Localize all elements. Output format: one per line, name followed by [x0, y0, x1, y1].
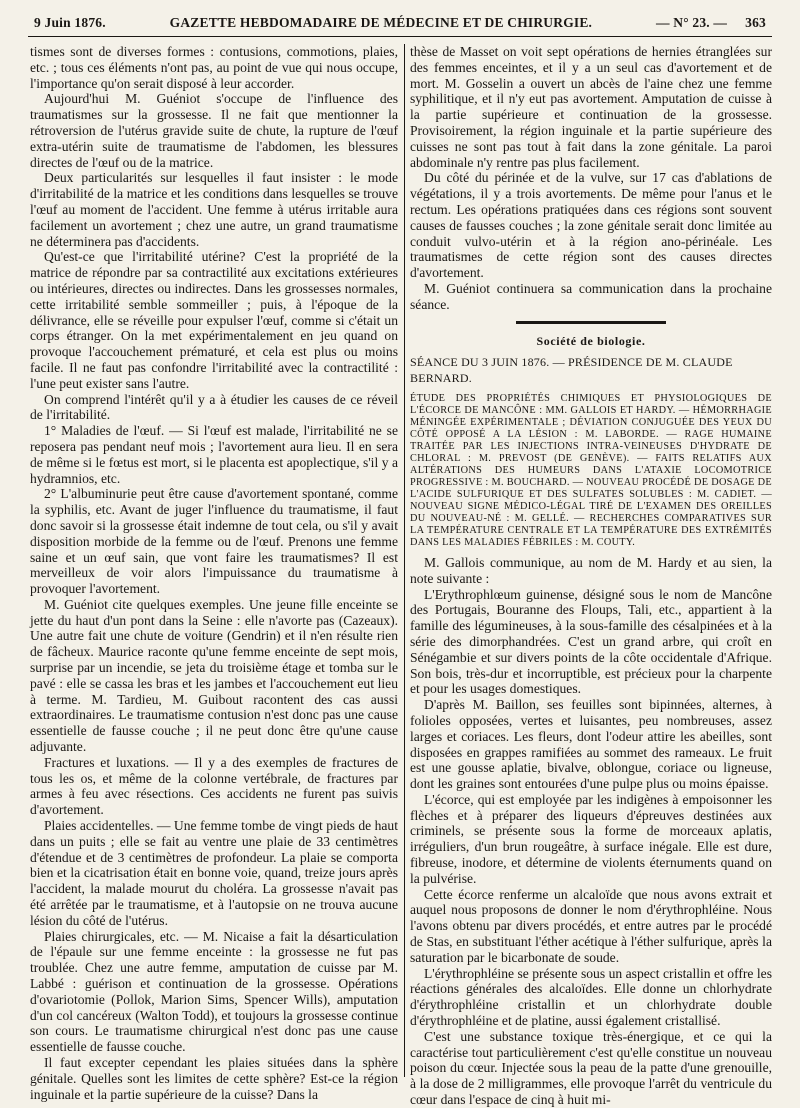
header-rule [28, 36, 772, 37]
right-paragraph-5: L'Erythrophlœum guinense, désigné sous le nom de Mancône des Portugais, Bouranne des Floups, Tali, etc., appartient à la famille des légumineuses, à la sous-famille des césalpinées et à la série des dimorphandrées. C'est un grand arbre, qui croît en Sénégambie et sur divers points de la côte occidentale d'Afrique. Son bois, très-dur et incorruptible, est précieux pour la charpente et pour les usages domestiques. [410, 586, 772, 697]
column-divider [404, 44, 405, 1077]
right-paragraph-3: M. Guéniot continuera sa communication dans la prochaine séance. [410, 280, 772, 312]
right-paragraph-2: Du côté du périnée et de la vulve, sur 17 cas d'ablations de végétations, il y a trois avortements. De même pour l'anus et le rectum. Les opérations pratiquées dans ces régions sont souvent causes de fausses couches ; la zone génitale serait donc limitée au conduit vulvo-utérin et à la région ano-périnéale. Les traumatismes de cette région sont des causes directes d'avortement. [410, 170, 772, 281]
right-paragraph-8: Cette écorce renferme un alcaloïde que nous avons extrait et auquel nous proposons de donner le nom d'érythrophléine. Nous l'avons obtenu par divers procédés, et entre autres par le procédé de Stas, en substituant l'éther acétique à l'éther sulfurique, après la saturation par le bicarbonate de soude. [410, 886, 772, 965]
seance-heading: SÉANCE DU 3 JUIN 1876. — PRÉSIDENCE DE M. CLAUDE BERNARD. [410, 355, 733, 386]
right-paragraph-9: L'érythrophléine se présente sous un aspect cristallin et offre les réactions générales des alcaloïdes. Elle donne un chlorhydrate d'érythrophléine cristallin et un chlorhydrate double d'érythrophléine et de platine, aussi également cristallisé. [410, 965, 772, 1029]
left-paragraph-12: Il faut excepter cependant les plaies situées dans la sphère génitale. Quelles sont les limites de cette sphère? Est-ce la région inguinale et la partie supérieure de la cuisse? Dans la [30, 1055, 398, 1102]
right-paragraph-1: thèse de Masset on voit sept opérations de hernies étranglées sur des femmes enceintes, et il y a un seul cas d'avortement et de mort. M. Gosselin a ouvert un abcès de l'aine chez une femme syphilitique, et il n'y eut pas avortement. Amputation de cuisse à la partie supérieure et continuation de la grossesse. Provisoirement, la région inguinale et la partie supérieure des cuisses ne sont pas tout à fait dans la zone génitale. La paroi abdominale n'y rentre pas plus facilement. [410, 44, 772, 170]
left-paragraph-3: Deux particularités sur lesquelles il faut insister : le mode d'irritabilité de la matrice et les conditions dans lesquelles se trouve l'œuf au moment de l'accident. Une femme à utérus irritable aura facilement un avortement ; chez une autre, un grand traumatisme ne déterminera pas d'accidents. [30, 170, 398, 249]
right-paragraph-4: M. Gallois communique, au nom de M. Hardy et au sien, la note suivante : [410, 554, 772, 586]
header-issue: — N° 23. — [655, 15, 728, 30]
left-paragraph-6: 1° Maladies de l'œuf. — Si l'œuf est malade, l'irritabilité ne se reposera pas pendant neuf mois ; l'avortement aura lieu. Il en sera de même si le fœtus est mort, si le placenta est apoplectique, s'il y a hydramnios, etc. [30, 423, 398, 486]
left-paragraph-8: M. Guéniot cite quelques exemples. Une jeune fille enceinte se jette du haut d'un pont dans la Seine : elle n'avorte pas (Cazeaux). Une autre fait une chute de voiture (Gendrin) et il n'en résulte rien de fâcheux. Maurice raconte qu'une femme enceinte de sept mois, surprise par un incendie, se jeta du troisième étage et tomba sur le pavé : elle se cassa les bras et les jambes et l'accouchement eut lieu à terme. M. Tardieu, M. Guibout racontent des cas aussi extraordinaires. Le traumatisme contusion n'est donc pas une cause essentielle de fausse couche ; il ne peut donc être qu'une cause adjuvante. [30, 596, 398, 755]
right-paragraph-10: C'est une substance toxique très-énergique, et ce qui la caractérise tout particulièrement c'est qu'elle constitue un nouveau poison du cœur. Injectée sous la peau de la patte d'une grenouille, à la dose de 2 milligrammes, elle provoque l'arrêt du ventricule du cœur dans l'espace de cinq à huit mi- [410, 1028, 772, 1108]
section-separator-rule [516, 321, 666, 324]
session-summary: ÉTUDE DES PROPRIÉTÉS CHIMIQUES ET PHYSIOLOGIQUES DE L'ÉCORCE DE MANCÔNE : MM. GALLOIS ET HARDY. — HÉMORRHAGIE MÉNINGÉE EXPÉRIMENTALE ; DÉVIATION CONJUGUÉE DES YEUX DU CÔTÉ OPPOSÉ A LA LÉSION : M. LABORDE. — RAGE HUMAINE TRAITÉE PAR LES INJECTIONS INTRA-VEINEUSES D'HYDRATE DE CHLORAL : M. PREVOST (DE GENÈVE). — FAITS RELATIFS AUX ALTÉRATIONS DES HUMEURS DANS L'ATAXIE LOCOMOTRICE PROGRESSIVE : M. BOUCHARD. — NOUVEAU PROCÉDÉ DE DOSAGE DE L'ACIDE SULFURIQUE ET DES SULFATES SOLUBLES : M. CADIET. — NOUVEAU SIGNE MÉDICO-LÉGAL TIRÉ DE L'EXAMEN DES OREILLES DU NOUVEAU-NÉ : M. GELLÉ. — RECHERCHES COMPARATIVES SUR LA TEMPÉRATURE CENTRALE ET LA TEMPÉRATURE DES EXTRÉMITÉS DANS LES MALADIES FÉBRILES : M. COUTY. [410, 392, 772, 548]
header-right [656, 15, 766, 31]
left-paragraph-4: Qu'est-ce que l'irritabilité utérine? C'est la propriété de la matrice de répondre par sa contractilité aux excitations extérieures ou intérieures, directes ou indirectes. Dans les grossesses normales, cette irritabilité semble sommeiller ; puis, à l'époque de la délivrance, elle se réveille pour expulser l'œuf, comme si c'était un corps étranger. On la met expérimentalement en jeu quand on provoque l'accouchement prématuré, et cela est plus ou moins facile. Il ne faut pas confondre l'irritabilité avec la contractilité : l'une peut exister sans l'autre. [30, 249, 398, 391]
header-date: 9 Juin 1876. [34, 15, 106, 30]
left-paragraph-7: 2° L'albuminurie peut être cause d'avortement spontané, comme la syphilis, etc. Avant de juger l'influence du traumatisme, il faut donc savoir si la grossesse était indemne de tout cela, ou s'il y avait disposition morbide de la femme ou de l'œuf. Prenons une femme saine et un œuf sain, que vont faire les traumatismes? Il est merveilleux de voir alors l'impuissance du traumatisme à provoquer l'avortement. [30, 486, 398, 597]
left-column [30, 44, 398, 1102]
header-journal-title: GAZETTE HEBDOMADAIRE DE MÉDECINE ET DE CHIRURGIE. [169, 15, 593, 30]
right-paragraph-7: L'écorce, qui est employée par les indigènes à empoisonner les flèches et à préparer des liqueurs d'épreuves destinées aux criminels, se présente sous la forme de morceaux aplatis, irréguliers, d'un brun rougeâtre, à surface inégale. Elle est dure, fibreuse, inodore, et détermine de violents éternuments quand on la pulvérise. [410, 791, 772, 886]
right-column [410, 44, 772, 1108]
society-title: Société de biologie. [536, 333, 646, 348]
left-paragraph-1: tismes sont de diverses formes : contusions, commotions, plaies, etc. ; tous ces éléments n'ont pas, au point de vue qui nous occupe, l'importance qu'on serait disposé à leur accorder. [30, 44, 398, 91]
right-paragraph-6: D'après M. Baillon, ses feuilles sont bipinnées, alternes, à folioles opposées, vertes et luisantes, peu nombreuses, assez larges et coriaces. Les fleurs, dont l'odeur attire les abeilles, sont disposées en grappes ramifiées au sommet des rameaux. Le fruit est une gousse aplatie, bivalve, oblongue, coriace ou ligneuse, dont les graines sont entourées d'une pulpe plus ou moins épaisse. [410, 697, 772, 792]
left-paragraph-2: Aujourd'hui M. Guéniot s'occupe de l'influence des traumatismes sur la grossesse. Il ne fait que mentionner la rétroversion de l'utérus gravide suite de chute, la rupture de l'œuf extra-utérin suite de traumatisme de l'abdomen, les blessures directes de l'œuf ou de la matrice. [30, 91, 398, 170]
header-page-number: 363 [745, 15, 766, 30]
left-paragraph-10: Plaies accidentelles. — Une femme tombe de vingt pieds de haut dans un puits ; elle se fait au ventre une plaie de 33 centimètres d'étendue et de 3 centimètres de profondeur. La plaie se comporta bien et la cicatrisation était en bonne voie, quand, treize jours après l'accident, la malade mourut du choléra. La grossesse n'avait pas été arrêtée par le traumatisme, et à l'autopsie on ne trouva aucune lésion du côté de l'utérus. [30, 818, 398, 928]
page-header [34, 12, 766, 34]
left-paragraph-5: On comprend l'intérêt qu'il y a à étudier les causes de ce réveil de l'irritabilité. [30, 391, 398, 423]
left-paragraph-9: Fractures et luxations. — Il y a des exemples de fractures de tous les os, et même de la colonne vertébrale, de fractures par armes à feu avec résections. Ces accidents ne furent pas suivis d'avortement. [30, 754, 398, 818]
left-paragraph-11: Plaies chirurgicales, etc. — M. Nicaise a fait la désarticulation de l'épaule sur une femme enceinte : la grossesse ne fut pas troublée. Chez une autre femme, amputation de cuisse par M. Labbé : guérison et continuation de la grossesse. Opérations d'ovariotomie (Pollok, Marion Sims, Spencer Wills), amputation d'un col cancéreux (Walton Todd), et toujours la grossesse continue son cours. Le traumatisme chirurgical n'est donc pas une cause essentielle de fausse couche. [30, 928, 398, 1055]
